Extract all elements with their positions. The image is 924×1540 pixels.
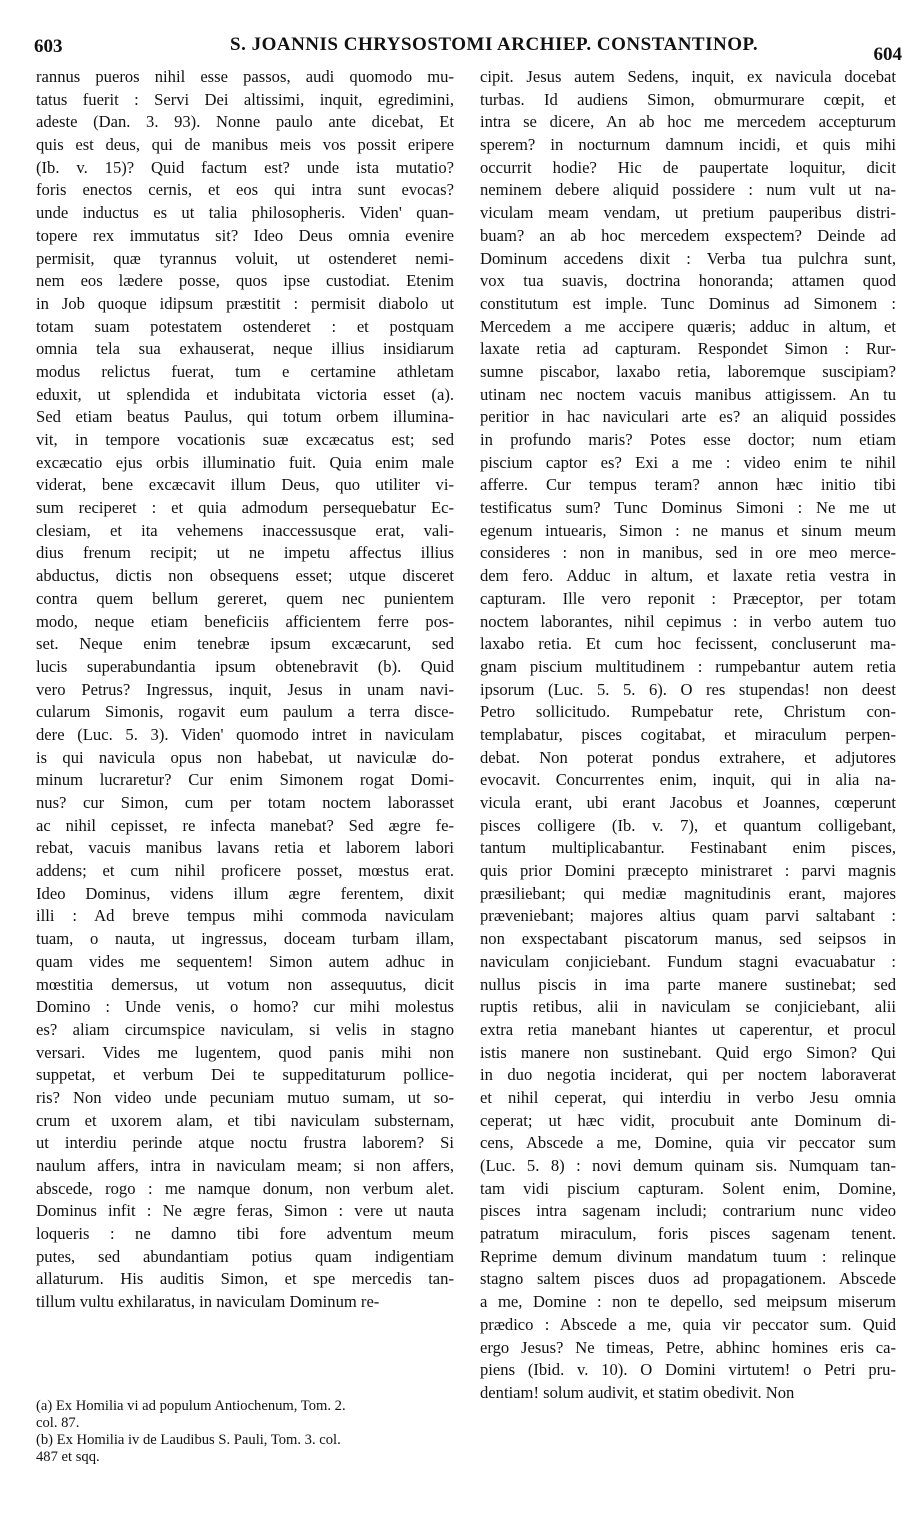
right-text-column <box>480 66 896 1405</box>
text-line: egenum intuearis, Simon : ne manus et sinum meum <box>480 520 896 540</box>
text-line: modus relictus fuerat, tum e certamine athletam <box>36 361 454 381</box>
text-line: topere rex immutatus sit? Ideo Deus omnia evenire <box>36 225 454 245</box>
text-line: non exspectabant piscatorum manus, sed seipsos in <box>480 929 896 949</box>
text-line: vit, in tempore vocationis suæ excæcatus est; sed <box>36 430 454 449</box>
text-line: quis est deus, qui de manibus meis vos possit eripere <box>36 135 454 155</box>
text-line: in duo negotia inciderat, qui per noctem laboraverat <box>480 1065 896 1085</box>
page-header <box>30 34 902 65</box>
text-line: cipit. Jesus autem Sedens, inquit, ex navicula docebat <box>480 67 896 86</box>
text-line: peritior in hac naviculari arte es? an aliquid possides <box>480 407 896 427</box>
text-line: præveniebant; majores altius quam parvi saltabant : <box>480 906 896 926</box>
text-line: Reprime demum divinum mandatum tuum : relinque <box>480 1246 896 1266</box>
text-line: sperem? in nocturnum damnum incidi, et quis mihi <box>480 135 896 155</box>
text-line: istis manere non sustinebant. Quid ergo Simon? Qui <box>480 1042 896 1062</box>
text-line: lucis superabundantia ipsum obtenebravit (b). Quid <box>36 656 454 676</box>
text-line: Domino : Unde venis, o homo? cur mihi molestus <box>36 997 454 1017</box>
text-line: rebat, vacuis manibus lavans retia et laborem labori <box>36 838 454 858</box>
text-line: templabatur, pisces cogitabat, et miraculum perpen- <box>480 724 896 744</box>
text-line: naulum affers, intra in naviculam meam; si non affers, <box>36 1156 454 1175</box>
text-line: quam vides me sequentem! Simon autem adhuc in <box>36 951 454 971</box>
text-line: modo, neque etiam beneficiis afficientem ferre pos- <box>36 611 454 631</box>
footnote-line: 487 et sqq. <box>36 1449 100 1465</box>
footnote-line: (b) Ex Homilia iv de Laudibus S. Pauli, Tom. 3. col. <box>36 1432 341 1448</box>
text-line: Dominus infit : Ne ægre feras, Simon : vere ut nauta <box>36 1201 454 1221</box>
text-line: et nihil ceperat, qui interdiu in verbo Jesu omnia <box>480 1087 896 1107</box>
text-line: nus? cur Simon, cum per totam noctem laborasset <box>36 793 454 812</box>
text-line: consideres : non in manibus, sed in ore meo merce- <box>480 543 896 563</box>
text-line: (Luc. 5. 8) : novi demum quinam sis. Numquam tan- <box>480 1156 896 1175</box>
text-line: Sed etiam beatus Paulus, qui totum orbem illumina- <box>36 407 454 427</box>
text-line: set. Neque enim tenebræ ipsum excæcarunt, sed <box>36 634 454 654</box>
text-line: dius frenum recipit; ut ne impetu affectus illius <box>36 543 454 563</box>
text-line: omnia tela sua exhauserat, neque illius insidiarum <box>36 339 454 359</box>
text-line: Dominum accedens dixit : Verba tua pulchra sunt, <box>480 248 896 268</box>
text-line: tatus fuerit : Servi Dei altissimi, inquit, egredimini, <box>36 89 454 109</box>
text-line: piens (Ibid. v. 10). O Domini virtutem! o Petri pru- <box>480 1360 896 1380</box>
text-line: tam vidi piscium capturam. Solent enim, Domine, <box>480 1178 896 1198</box>
text-line: versari. Vides me lugentem, quod panis mihi non <box>36 1042 454 1062</box>
text-line: vicula erant, ubi erant Jacobus et Joannes, cœperunt <box>480 793 896 812</box>
text-line: loqueris : ne damno tibi fore adventum meum <box>36 1224 454 1244</box>
text-line: contra quem bellum gereret, quem nec punientem <box>36 588 454 608</box>
text-line: tantum multiplicabantur. Festinabant enim pisces, <box>480 838 896 858</box>
text-line: a me, Domine : non te depello, sed meipsum miserum <box>480 1292 896 1312</box>
text-line: constitutum est imple. Tunc Dominus ad Simonem : <box>480 293 896 313</box>
text-line: neminem debere aliquid possidere : num vult ut na- <box>480 180 896 200</box>
text-line: afferre. Cur tempus teram? annon hæc initio tibi <box>480 475 896 495</box>
text-line: stagno saltem pisces duos ad propagationem. Abscede <box>480 1269 896 1289</box>
text-line: clesiam, et ita vehemens inaccessusque erat, vali- <box>36 520 454 540</box>
text-line: ipsorum (Luc. 5. 5. 6). O res stupendas! non deest <box>480 679 896 699</box>
text-line: ruptis retibus, alii in naviculam se conjiciebant, alii <box>480 997 896 1017</box>
text-line: allaturum. His auditis Simon, et spe mercedis tan- <box>36 1269 454 1289</box>
text-line: ris? Non video unde pecuniam mutuo sumam, ut so- <box>36 1087 454 1107</box>
text-line: dentiam! solum audivit, et statim obedivit. Non <box>480 1382 795 1402</box>
text-line: (Ib. v. 15)? Quid factum est? unde ista mutatio? <box>36 157 454 177</box>
footnote-line: col. 87. <box>36 1415 80 1431</box>
text-line: vox tua suavis, doctrina honoranda; attamen quod <box>480 271 896 291</box>
text-line: dere (Luc. 5. 3). Viden' quomodo intret in naviculam <box>36 724 454 744</box>
text-line: Mercedem a me accipere quæris; adduc in altum, et <box>480 316 896 336</box>
text-line: intra se dicere, An ab hoc me mercedem accepturum <box>480 112 896 132</box>
text-line: dem fero. Adduc in altum, et laxate retia vestra in <box>480 566 896 586</box>
text-line: Ideo Dominus, videns illum ægre ferentem, dixit <box>36 883 454 903</box>
footnote-line: (a) Ex Homilia vi ad populum Antiochenum, Tom. 2. <box>36 1398 346 1414</box>
text-line: tuam, o nauta, ut ingressus, doceam turbam illam, <box>36 929 454 949</box>
text-line: cens, Abscede a me, Domine, quia vir peccator sum <box>480 1133 896 1153</box>
text-line: piscium captor es? Exi a me : video enim te nihil <box>480 452 896 472</box>
text-line: prædico : Abscede a me, quia vir peccator sum. Quid <box>480 1314 896 1334</box>
text-line: præsiliebant; qui mediæ magnitudinis erant, majores <box>480 883 896 903</box>
text-line: pisces colligere (Ib. v. 7), et quantum colligebant, <box>480 815 896 835</box>
text-line: cularum Simonis, rogavit eum paulum a terra disce- <box>36 702 454 722</box>
right-column-number: 604 <box>873 44 902 65</box>
text-line: noctem laborantes, nihil cepimus : in verbo autem tuo <box>480 611 896 631</box>
text-line: occurrit hodie? Hic de paupertate loquitur, dicit <box>480 157 896 177</box>
running-title: S. JOANNIS CHRYSOSTOMI ARCHIEP. CONSTANTINOP. <box>230 34 759 55</box>
text-line: in profundo maris? Potes esse doctor; num etiam <box>480 430 896 449</box>
text-line: vero Petrus? Ingressus, inquit, Jesus in unam navi- <box>36 679 454 699</box>
text-line: sumne piscabor, laxabo retia, laboremque suscipiam? <box>480 361 896 381</box>
text-line: permisit, quæ tyrannus voluit, ut ostenderet nemi- <box>36 248 454 268</box>
text-line: eduxit, ut splendida et indubitata victoria esset (a). <box>36 384 454 404</box>
text-line: rannus pueros nihil esse passos, audi quomodo mu- <box>36 67 454 86</box>
text-line: putes, sed abundantiam potius quam indigentiam <box>36 1246 454 1266</box>
text-line: foris enectos cernis, et eos qui intra sunt evocas? <box>36 180 454 200</box>
text-line: sum reciperet : et quia admodum persequebatur Ec- <box>36 498 454 518</box>
text-line: Petro sollicitudo. Rumpebatur rete, Christum con- <box>480 702 896 722</box>
text-line: turbas. Id audiens Simon, obmurmurare cœpit, et <box>480 89 896 109</box>
text-line: extra retia manebant hiantes ut caperentur, et procul <box>480 1019 896 1039</box>
text-line: evocavit. Concurrentes enim, inquit, qui in alia na- <box>480 770 896 790</box>
text-line: crum et uxorem alam, et tibi naviculam substernam, <box>36 1110 454 1130</box>
text-line: abductus, dictis non obsequens esset; utque disceret <box>36 566 454 586</box>
text-line: ac nihil cepisset, re infecta manebat? Sed ægre fe- <box>36 815 454 835</box>
text-line: unde inductus es ut talia philosopheris. Viden' quan- <box>36 203 454 223</box>
footnotes <box>36 1398 456 1466</box>
text-line: is qui navicula opus non habebat, ut naviculæ do- <box>36 747 454 767</box>
text-line: nem eos lædere posse, quos ipse custodiat. Etenim <box>36 271 454 291</box>
text-line: abscede, rogo : me namque donum, non verbum alet. <box>36 1178 454 1198</box>
text-line: totam suam potestatem ostenderet : et postquam <box>36 316 454 336</box>
text-line: minum lucraretur? Cur enim Simonem rogat Domi- <box>36 770 454 790</box>
text-line: viculam meam vendam, ut pretium pauperibus distri- <box>480 203 896 223</box>
text-line: ceperat; ut hæc vidit, procubuit ante Dominum di- <box>480 1110 896 1130</box>
text-line: ergo Jesus? Ne timeas, Petre, abhinc homines eris ca- <box>480 1337 896 1357</box>
text-line: in Job quoque idipsum præstitit : permisit diabolo ut <box>36 293 454 313</box>
text-line: testificatus sum? Tunc Dominus Simoni : Ne me ut <box>480 498 896 518</box>
text-line: naviculam conjiciebant. Fundum stagni evacuabatur : <box>480 951 896 971</box>
text-line: viderat, bene excæcavit illum Deus, quo utiliter vi- <box>36 475 454 495</box>
text-line: ut interdiu perinde atque noctu frustra laborem? Si <box>36 1133 454 1153</box>
text-line: adeste (Dan. 3. 93). Nonne paulo ante dicebat, Et <box>36 112 454 132</box>
text-line: nullus piscis in ima parte manere sustinebat; sed <box>480 974 896 994</box>
text-line: excæcatio ejus orbis illuminatio fuit. Quia enim male <box>36 452 454 472</box>
text-line: suppetat, et verbum Dei te suppeditaturum pollice- <box>36 1065 454 1085</box>
text-line: mœstitia demersus, ut votum non assequutus, dicit <box>36 974 454 994</box>
text-line: buam? an ab hoc mercedem exspectem? Deinde ad <box>480 225 896 245</box>
text-line: tillum vultu exhilaratus, in naviculam Dominum re- <box>36 1292 380 1312</box>
text-line: laxate retia ad capturam. Respondet Simon : Rur- <box>480 339 896 359</box>
text-line: gnam piscium multitudinem : rumpebantur autem retia <box>480 656 896 676</box>
text-line: patratum miraculum, foris pisces sagenam tenent. <box>480 1224 896 1244</box>
text-line: capturam. Ille vero reponit : Præceptor, per totam <box>480 588 896 608</box>
text-line: utinam nec noctem vacuis manibus attigissem. An tu <box>480 384 896 404</box>
text-line: illi : Ad breve tempus mihi commoda naviculam <box>36 906 454 926</box>
text-line: debat. Non poterat pondus extrahere, et adjutores <box>480 747 896 767</box>
text-line: laxabo retia. Et cum hoc fecissent, concluserunt ma- <box>480 634 896 654</box>
text-line: addens; et cum nihil proficere posset, mœstus erat. <box>36 861 454 881</box>
left-column-number: 603 <box>34 36 63 57</box>
left-text-column <box>36 66 454 1314</box>
text-line: pisces intra sagenam includi; contrarium nunc video <box>480 1201 896 1221</box>
text-line: quis prior Domini præcepto ministraret : parvi magnis <box>480 861 896 881</box>
text-line: es? aliam circumspice naviculam, si velis in stagno <box>36 1019 454 1039</box>
